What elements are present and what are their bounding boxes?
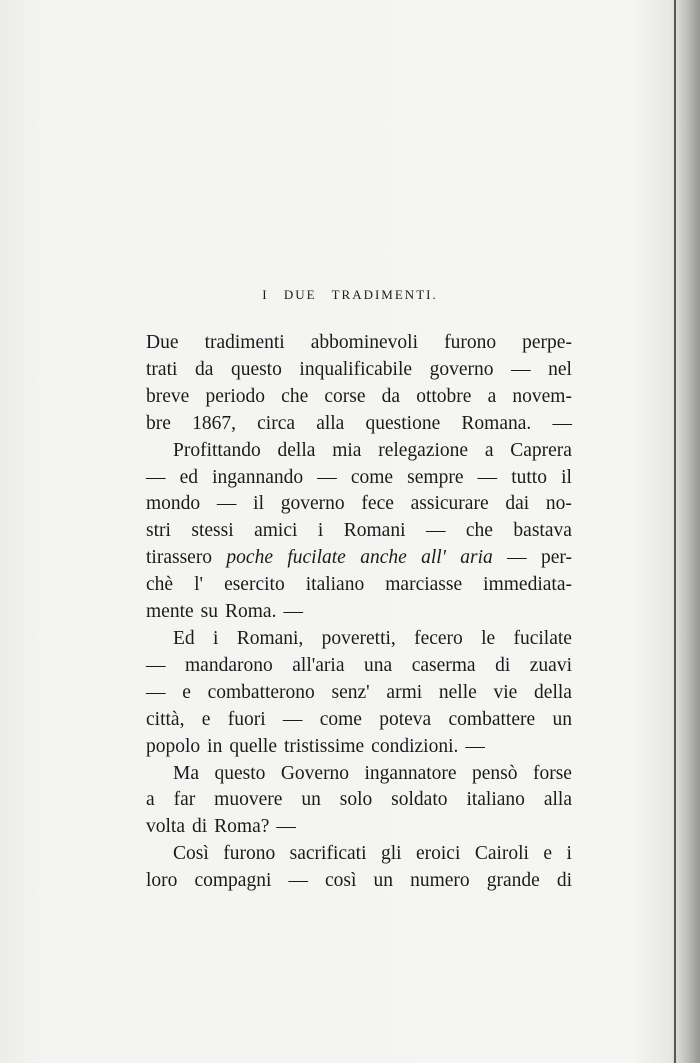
text-line: — e combatterono senz' armi nelle vie della (146, 681, 572, 703)
text-line: volta di Roma? — (146, 816, 296, 838)
text-line: bre 1867, circa alla questione Romana. — (146, 412, 572, 434)
text-line: breve periodo che corse da ottobre a novem- (146, 385, 572, 407)
text-line: chè l' esercito italiano marciasse immediata- (146, 574, 572, 596)
text-line: trati da questo inqualificabile governo — nel (146, 358, 572, 380)
italic-text: poche (226, 547, 273, 569)
text-line: loro compagni — così un numero grande di (146, 870, 572, 892)
text-line: Due tradimenti abbominevoli furono perpe- (146, 332, 572, 353)
text-line: a far muovere un solo soldato italiano alla (146, 789, 572, 811)
text-line: Profittando della mia relegazione a Caprera (173, 439, 572, 461)
text-line: popolo in quelle tristissime condizioni. — (146, 735, 485, 757)
text-line: città, e fuori — come poteva combattere un (146, 708, 572, 730)
text-line: mondo — il governo fece assicurare dai no- (146, 493, 572, 515)
chapter-heading: I DUE TRADIMENTI. (262, 287, 438, 302)
text-line: — mandarono all'aria una caserma di zuavi (146, 654, 572, 676)
text-line: mente su Roma. — (146, 601, 303, 623)
text-line: tirassero poche fucilate anche all' aria — per- (146, 545, 572, 572)
body-text (146, 330, 572, 895)
text-line: stri stessi amici i Romani — che bastava (146, 520, 572, 542)
text-line: Così furono sacrificati gli eroici Cairoli e i (173, 843, 572, 865)
text-line: — ed ingannando — come sempre — tutto il (146, 466, 572, 488)
page-edge-line (674, 0, 676, 1063)
text-line: Ed i Romani, poveretti, fecero le fucilate (173, 627, 572, 649)
text-line: Ma questo Governo ingannatore pensò forse (173, 762, 572, 784)
